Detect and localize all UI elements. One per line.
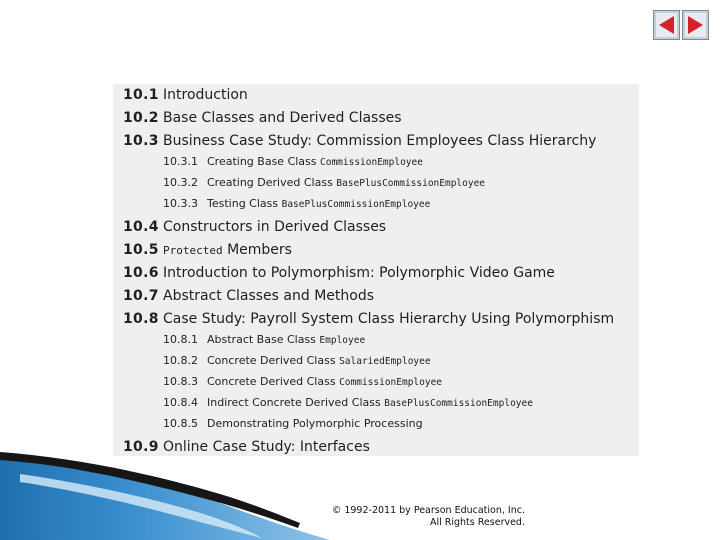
toc-number: 10.9 xyxy=(123,439,159,455)
copyright-notice xyxy=(300,505,525,529)
toc-number: 10.8.3 xyxy=(163,375,198,388)
toc-title-text: Members xyxy=(227,242,292,258)
toc-code-name: CommissionEmployee xyxy=(320,157,423,168)
toc-number: 10.8.4 xyxy=(163,396,198,409)
toc-number: 10.3.3 xyxy=(163,197,198,210)
toc-title-text: Testing Class xyxy=(207,197,279,210)
toc-title-text: Online Case Study: Interfaces xyxy=(163,439,370,455)
toc-number: 10.8.1 xyxy=(163,333,198,346)
toc-title-text: Concrete Derived Class xyxy=(207,354,336,367)
toc-title-text: Indirect Concrete Derived Class xyxy=(207,396,381,409)
toc-code-name: CommissionEmployee xyxy=(339,377,443,388)
toc-title-text: Introduction xyxy=(163,87,248,103)
toc-number: 10.1 xyxy=(123,87,159,103)
toc-title-text: Creating Derived Class xyxy=(207,176,333,189)
toc-number: 10.6 xyxy=(123,265,159,281)
toc-title-text: Case Study: Payroll System Class Hierarchy Using Polymorphism xyxy=(163,311,615,327)
toc-code-name: BasePlusCommissionEmployee xyxy=(384,398,533,409)
toc-title-text: Concrete Derived Class xyxy=(207,375,336,388)
toc-number: 10.8 xyxy=(123,311,159,327)
copyright-line-2: All Rights Reserved. xyxy=(429,517,525,528)
toc-code-prefix: Protected xyxy=(163,244,223,257)
toc-code-name: BasePlusCommissionEmployee xyxy=(281,199,431,210)
toc-number: 10.7 xyxy=(123,288,159,304)
toc-number: 10.8.5 xyxy=(163,417,198,430)
toc-number: 10.2 xyxy=(123,110,159,126)
copyright-line-1: © 1992-2011 by Pearson Education, Inc. xyxy=(331,505,525,516)
toc-code-name: SalariedEmployee xyxy=(339,356,431,367)
toc-number: 10.3.1 xyxy=(163,155,198,168)
toc-number: 10.4 xyxy=(123,219,159,235)
toc-code-name: Employee xyxy=(319,335,366,346)
toc-number: 10.3 xyxy=(123,133,159,149)
toc-title-text: Business Case Study: Commission Employees Class Hierarchy xyxy=(163,133,597,149)
toc-title-text: Constructors in Derived Classes xyxy=(163,219,387,235)
toc-title-text: Introduction to Polymorphism: Polymorphic Video Game xyxy=(163,265,555,281)
toc-title-text: Abstract Base Class xyxy=(207,333,316,346)
toc-title-text: Abstract Classes and Methods xyxy=(163,288,374,304)
toc-code-name: BasePlusCommissionEmployee xyxy=(336,178,486,189)
toc-title-text: Base Classes and Derived Classes xyxy=(163,110,402,126)
toc-number: 10.5 xyxy=(123,242,159,258)
toc-number: 10.3.2 xyxy=(163,176,198,189)
toc-title-text: Creating Base Class xyxy=(207,155,317,168)
toc-title-text: Demonstrating Polymorphic Processing xyxy=(207,417,423,430)
toc-number: 10.8.2 xyxy=(163,354,198,367)
